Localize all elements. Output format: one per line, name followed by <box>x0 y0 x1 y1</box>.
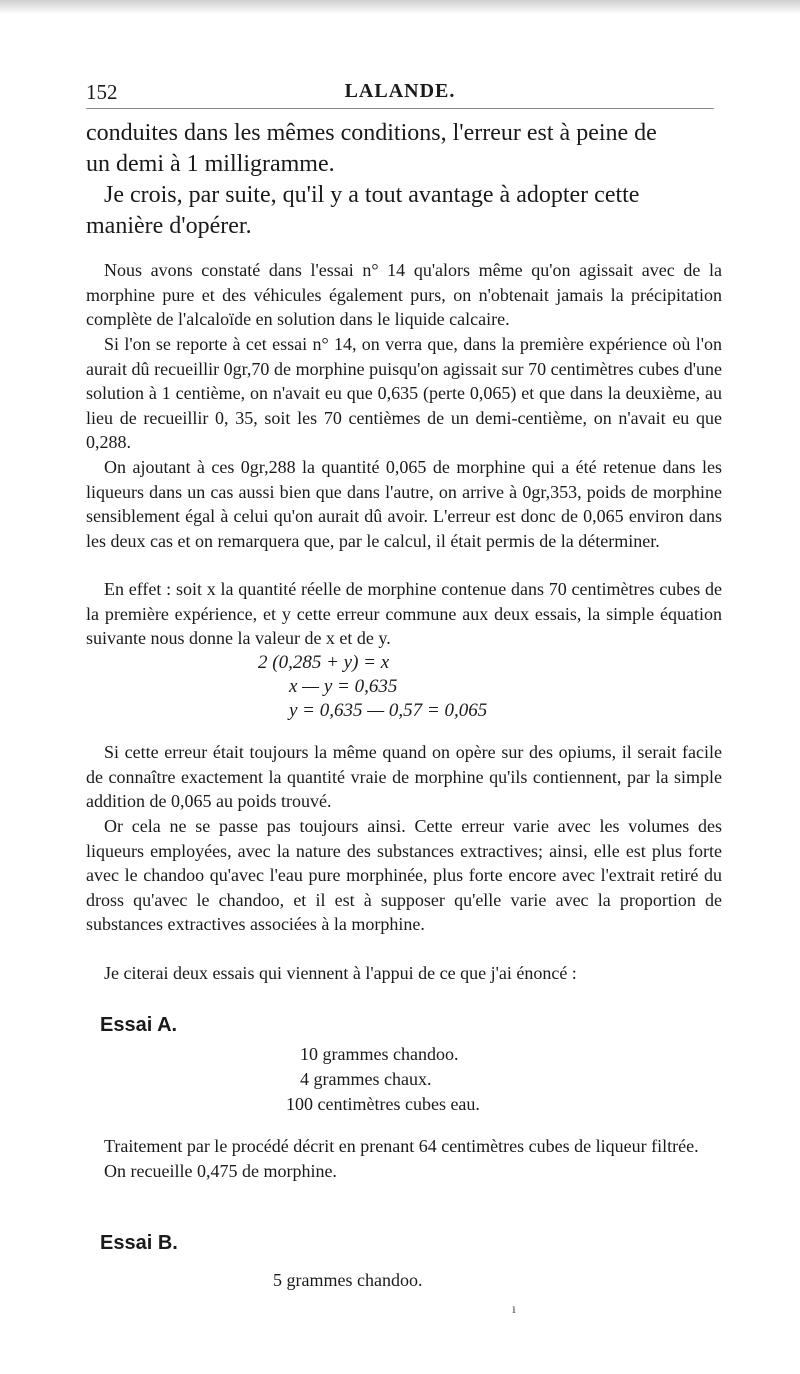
paragraph-4: En effet : soit x la quantité réelle de morphine contenue dans 70 centimètres cubes de la première expérience, et y cette erreur commune aux deux essais, la simple équation suivante nous donne la valeur de x et de y. <box>86 579 722 649</box>
running-title: LALANDE. <box>344 80 456 102</box>
ink-speck: ı <box>512 1302 516 1317</box>
intro-line-3: Je crois, par suite, qu'il y a tout avantage à adopter cette <box>104 182 640 208</box>
essai-a-recipe-3: 100 centimètres cubes eau. <box>286 1094 480 1114</box>
essai-a-recipe-1: 10 grammes chandoo. <box>300 1044 459 1064</box>
paragraph-3: On ajoutant à ces 0gr,288 la quantité 0,065 de morphine qui a été retenue dans les liqueurs dans un cas aussi bien que dans l'autre, on arrive à 0gr,353, poids de morphine sensiblement égal à celui qu'on aurait dû avoir. L'erreur est donc de 0,065 environ dans les deux cas et on remarquera que, par le calcul, il était permis de la déterminer. <box>86 457 722 551</box>
essai-b-recipe-1: 5 grammes chandoo. <box>273 1270 423 1290</box>
essai-a-recipe-2: 4 grammes chaux. <box>300 1069 432 1089</box>
intro-block <box>86 118 722 242</box>
paragraph-6: Or cela ne se passe pas toujours ainsi. Cette erreur varie avec les volumes des liqueurs employées, avec la nature des substances extractives; ainsi, elle est plus forte avec le chandoo qu'avec l'eau pure morphinée, plus forte encore avec l'extrait retiré du dross qu'avec le chandoo, et il est à supposer qu'elle varie avec la proportion de substances extractives associées à la morphine. <box>86 816 722 935</box>
essai-a-heading: Essai A. <box>100 1014 178 1036</box>
intro-line-2: un demi à 1 milligramme. <box>86 151 335 177</box>
essai-a-treatment: Traitement par le procédé décrit en prenant 64 centimètres cubes de liqueur filtrée. On recueille 0,475 de morphine. <box>104 1136 699 1181</box>
page-number: 152 <box>86 80 118 104</box>
equation-2: x — y = 0,635 <box>289 676 398 697</box>
running-header <box>86 80 714 106</box>
equation-1: 2 (0,285 + y) = x <box>258 652 390 673</box>
header-rule <box>86 108 714 109</box>
paragraph-5: Si cette erreur était toujours la même quand on opère sur des opiums, il serait facile de connaître exactement la quantité vraie de morphine qu'ils contiennent, par la simple addition de 0,065 au poids trouvé. <box>86 742 722 812</box>
paragraph-1: Nous avons constaté dans l'essai n° 14 qu'alors même qu'on agissait avec de la morphine pure et des véhicules également purs, on n'obtenait jamais la précipitation complète de l'alcaloïde en solution dans le liquide calcaire. <box>86 260 722 330</box>
intro-line-4: manière d'opérer. <box>86 213 252 239</box>
equation-3: y = 0,635 — 0,57 = 0,065 <box>289 700 488 721</box>
paragraph-7: Je citerai deux essais qui viennent à l'appui de ce que j'ai énoncé : <box>104 963 577 983</box>
intro-line-1: conduites dans les mêmes conditions, l'erreur est à peine de <box>86 120 657 146</box>
essai-b-heading: Essai B. <box>100 1232 178 1254</box>
paragraph-2: Si l'on se reporte à cet essai n° 14, on verra que, dans la première expérience où l'on aurait dû recueillir 0gr,70 de morphine puisqu'on agissait sur 70 centimètres cubes d'une solution à 1 centième, on n'avait eu que 0,635 (perte 0,065) et que dans la deuxième, au lieu de recueillir 0, 35, soit les 70 centièmes de un demi-centième, on n'avait eu que 0,288. <box>86 334 722 453</box>
page-edge-shadow <box>0 0 800 14</box>
